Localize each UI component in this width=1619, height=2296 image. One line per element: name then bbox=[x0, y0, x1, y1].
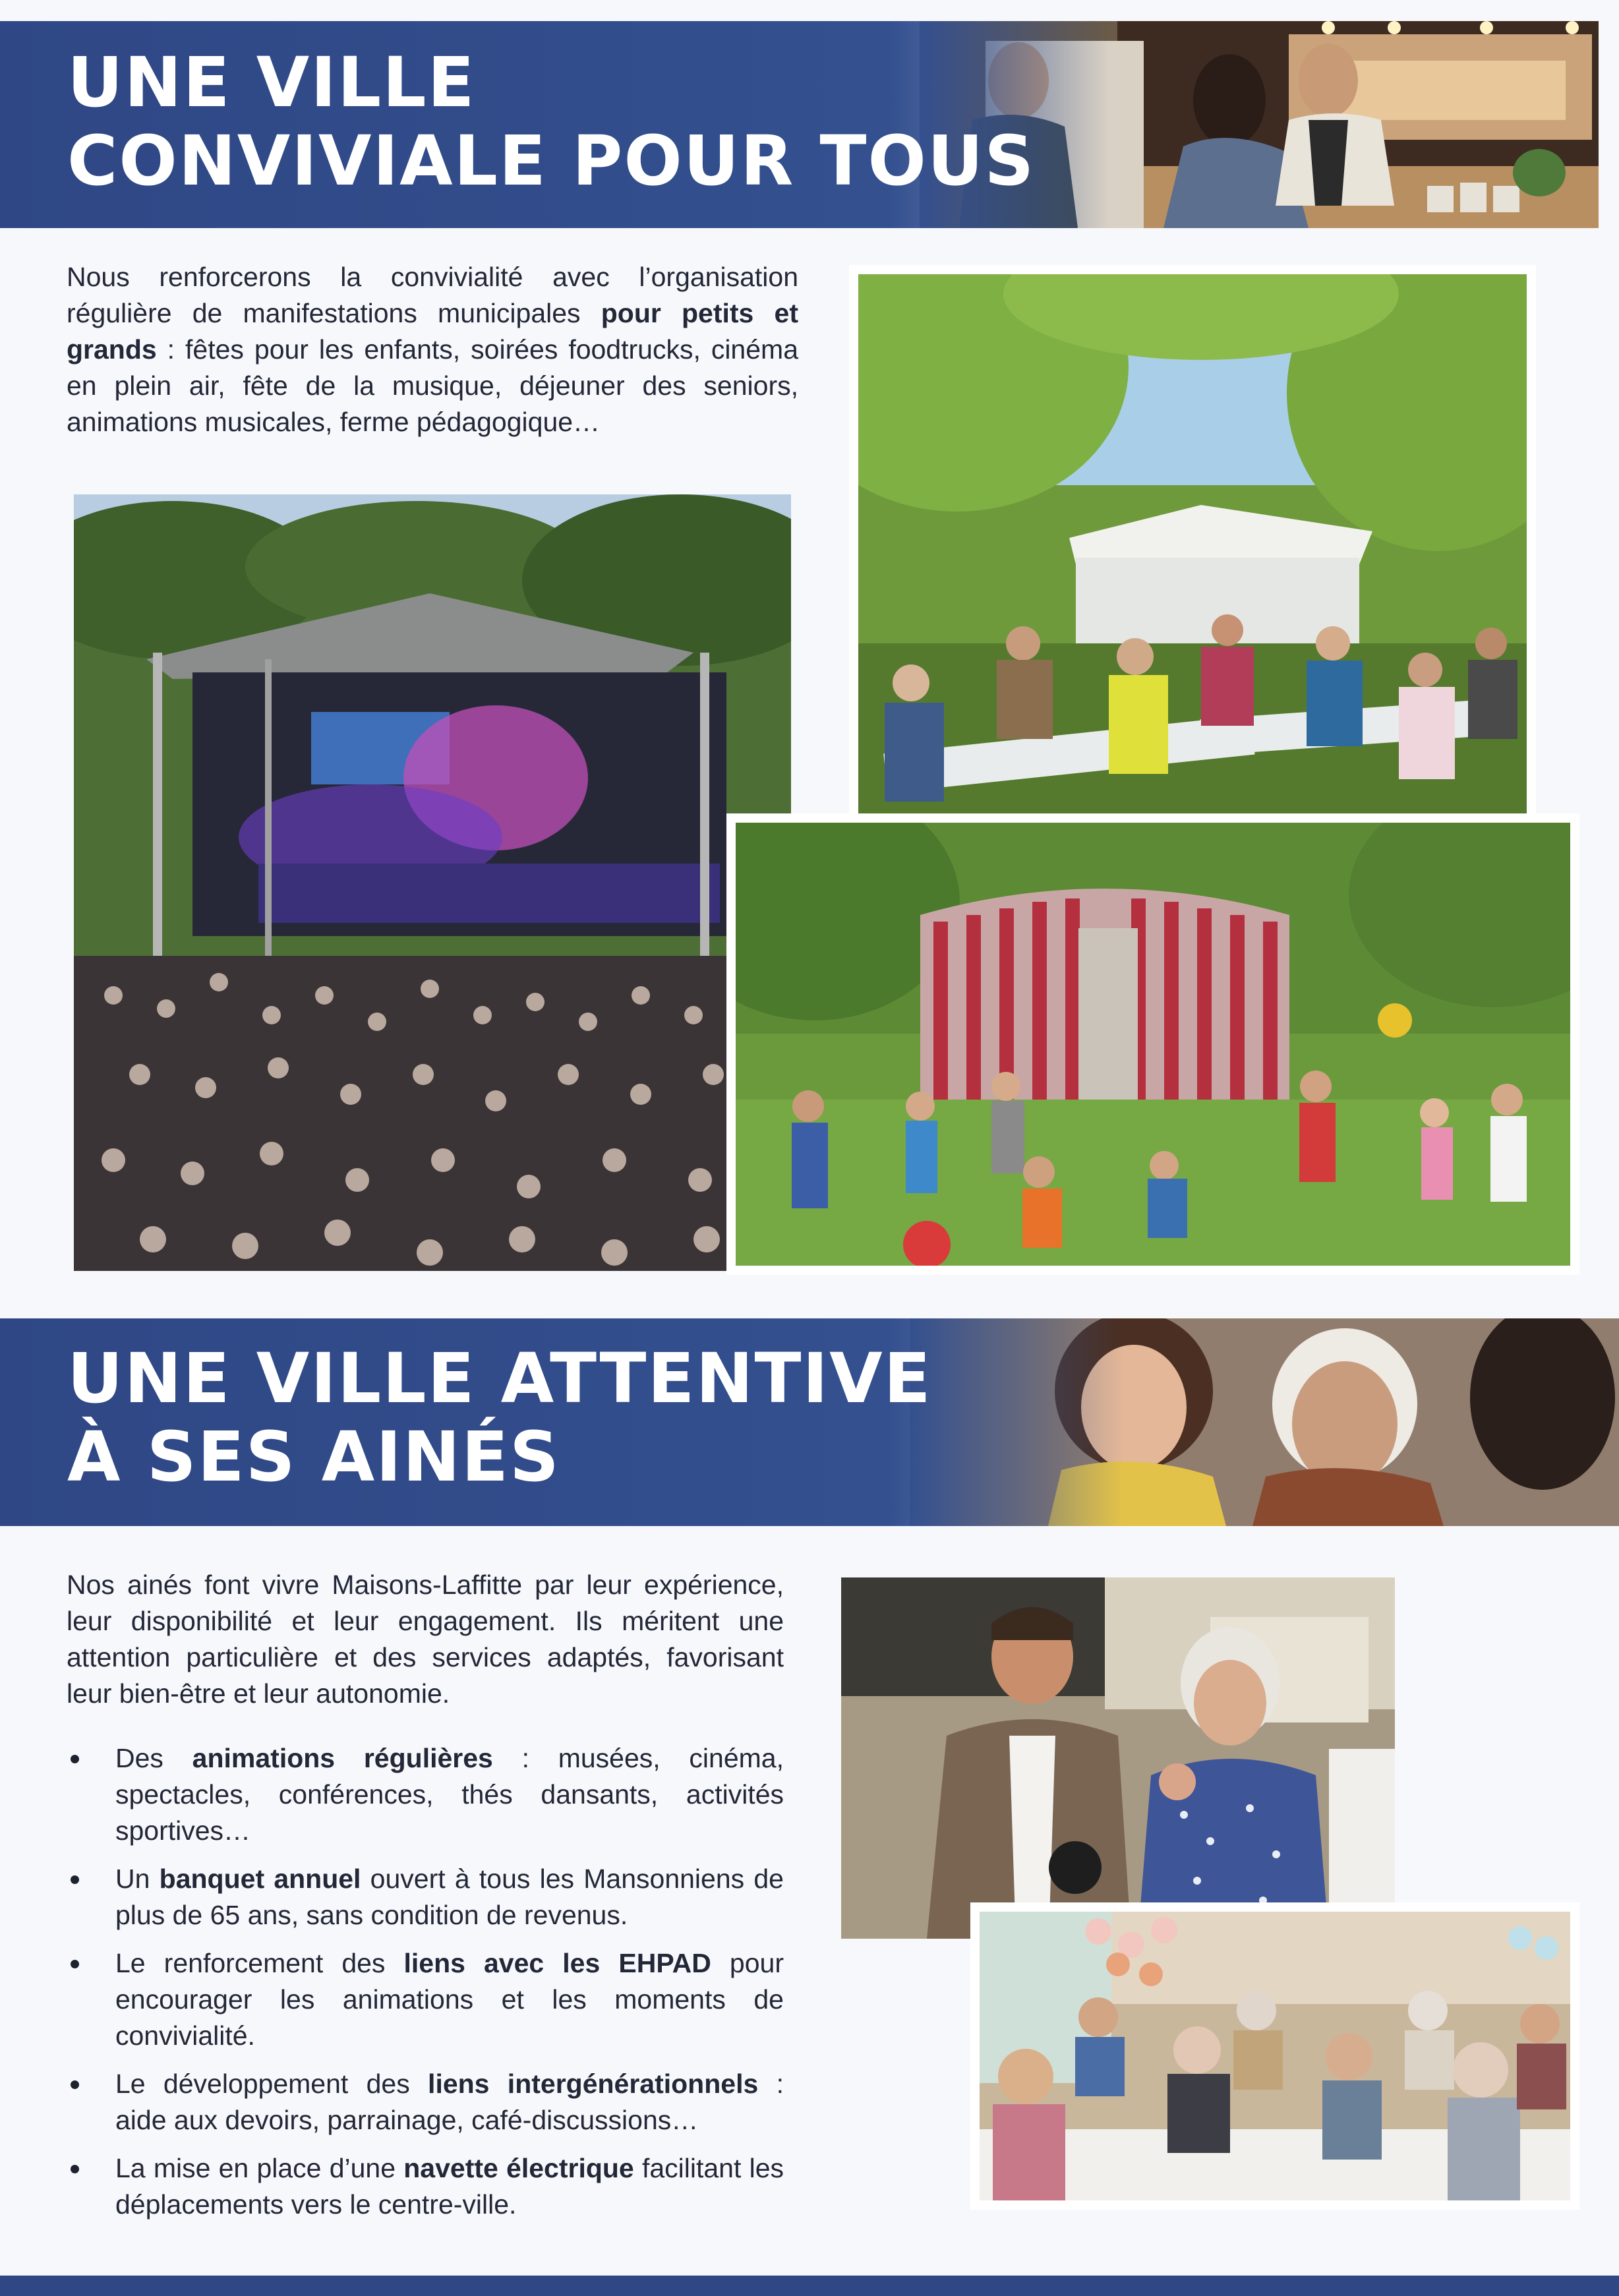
section1-intro bbox=[67, 259, 798, 440]
list-item bbox=[67, 1945, 784, 2054]
bullet-text-start: La mise en place d’une bbox=[115, 2153, 404, 2183]
bullet-emphasis: navette électrique bbox=[403, 2153, 634, 2183]
bullet-icon bbox=[71, 2080, 79, 2089]
list-item bbox=[67, 2066, 784, 2138]
bullet-text-end: facilitant les déplacements vers le centre-ville. bbox=[115, 2153, 784, 2220]
section2-title bbox=[67, 1339, 932, 1496]
mayor-greeting-senior-photo bbox=[841, 1577, 1395, 1939]
bullet-text-end: : musées, cinéma, spectacles, conférences, thés dansants, activités sportives… bbox=[115, 1743, 784, 1846]
bullet-emphasis: liens avec les EHPAD bbox=[403, 1948, 711, 1978]
bullet-emphasis: banquet annuel bbox=[159, 1864, 361, 1894]
bullet-icon bbox=[71, 1755, 79, 1763]
section1-title-line-2: CONVIVIALE POUR TOUS bbox=[67, 120, 1036, 201]
section1-title-line-1: UNE VILLE bbox=[67, 42, 476, 123]
section2-banner bbox=[0, 1318, 1619, 1526]
section2-intro: Nos ainés font vivre Maisons-Laffitte par leur expérience, leur disponibilité et leur engagement. Ils méritent une attention particulière et des services adaptés, favorisant leur bien-être et leur autonomie. bbox=[67, 1570, 784, 1709]
section2-title-line-1: UNE VILLE ATTENTIVE bbox=[67, 1338, 932, 1419]
bullet-text-start: Le renforcement des bbox=[115, 1948, 404, 1978]
bullet-text-end: pour encourager les animations et les moments de convivialité. bbox=[115, 1948, 784, 2051]
bullet-text-end: ouvert à tous les Mansonniens de plus de 65 ans, sans condition de revenus. bbox=[115, 1864, 784, 1930]
outdoor-concert-photo bbox=[74, 494, 791, 1271]
bullet-icon bbox=[71, 1960, 79, 1968]
section1-banner bbox=[0, 21, 1619, 228]
list-item bbox=[67, 2150, 784, 2223]
park-picnic-photo bbox=[849, 265, 1536, 898]
children-playing-photo bbox=[726, 813, 1579, 1275]
section1-intro-emphasis: pour petits et grands bbox=[67, 298, 798, 365]
bullet-text-start: Le développement des bbox=[115, 2069, 428, 2099]
list-item bbox=[67, 1861, 784, 1933]
bullet-text-start: Des bbox=[115, 1743, 192, 1773]
bullet-icon bbox=[71, 2165, 79, 2173]
section1-intro-end: : fêtes pour les enfants, soirées foodtrucks, cinéma en plein air, fête de la musique, déjeuner des seniors, animations musicales, ferme pédagogique… bbox=[67, 334, 798, 437]
bullet-icon bbox=[71, 1875, 79, 1884]
bullet-text-end: : aide aux devoirs, parrainage, café-discussions… bbox=[115, 2069, 784, 2135]
footer-bar bbox=[0, 2276, 1619, 2296]
bullet-text-start: Un bbox=[115, 1864, 160, 1894]
seniors-banquet-photo bbox=[970, 1902, 1579, 2210]
bullet-emphasis: animations régulières bbox=[192, 1743, 493, 1773]
list-item bbox=[67, 1740, 784, 1849]
seniors-measures-list bbox=[67, 1740, 784, 2223]
section2-title-line-2: À SES AINÉS bbox=[67, 1416, 560, 1497]
seniors-banner-photo bbox=[910, 1318, 1619, 1526]
section1-intro-start: Nous renforcerons la convivialité avec l’organisation régulière de manifestations municipales bbox=[67, 262, 798, 328]
bullet-emphasis: liens intergénérationnels bbox=[428, 2069, 759, 2099]
section1-title bbox=[67, 44, 1035, 200]
